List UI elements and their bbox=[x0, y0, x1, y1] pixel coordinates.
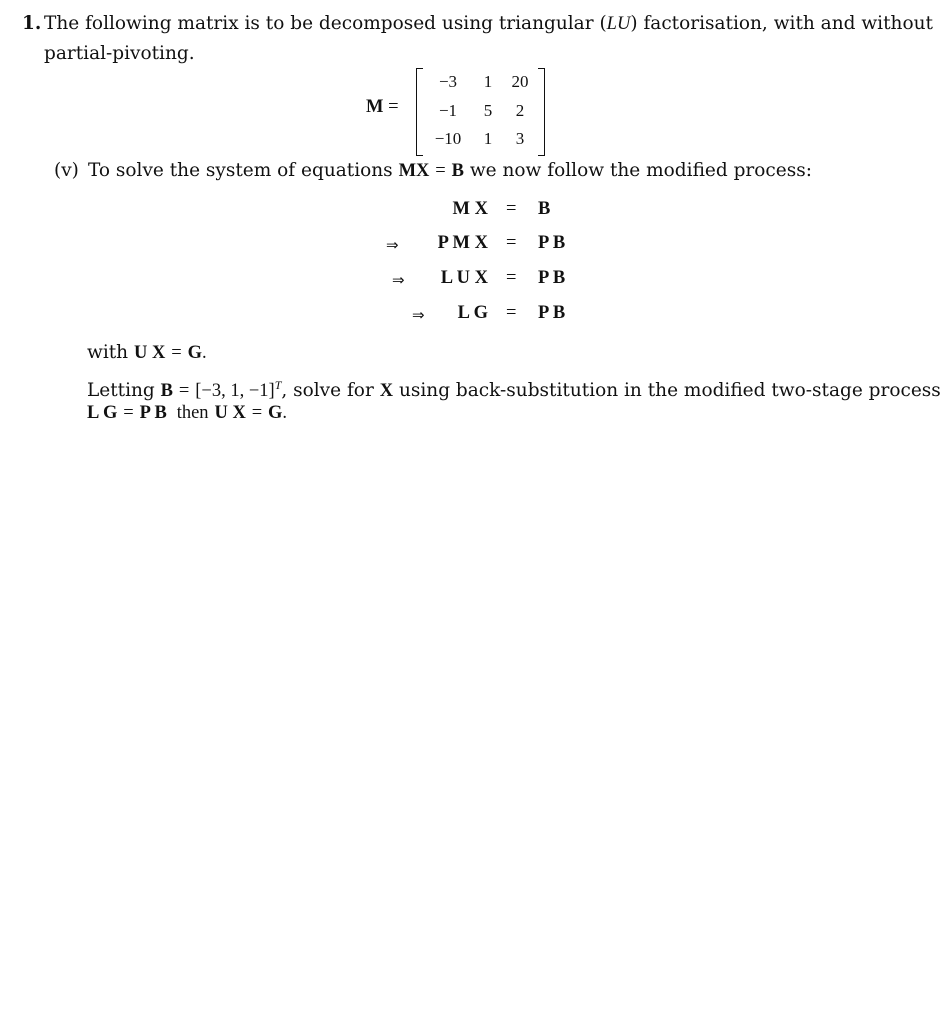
equation-1-eq: = bbox=[506, 199, 517, 219]
then-eq1: = bbox=[123, 403, 134, 423]
with-end: . bbox=[201, 343, 207, 363]
equation-4-eq: = bbox=[506, 303, 517, 323]
then-ux: U X bbox=[214, 403, 246, 423]
with-g: G bbox=[187, 343, 202, 363]
letting-x: X bbox=[379, 381, 394, 402]
part-label: (v) bbox=[54, 160, 79, 181]
part-b: B bbox=[451, 161, 464, 181]
then-line bbox=[87, 401, 287, 425]
matrix-cell-r1c2: 1 bbox=[483, 72, 493, 91]
with-eq: = bbox=[171, 343, 182, 363]
matrix-cell-r2c3: 2 bbox=[515, 101, 525, 120]
equation-2-eq: = bbox=[506, 233, 517, 253]
with-text: with bbox=[87, 342, 129, 363]
letting-end: using back-substitution in the modified two-stage process bbox=[398, 380, 941, 402]
lu-close-paren: ) bbox=[630, 13, 638, 34]
matrix-label bbox=[366, 97, 399, 118]
letting-eq: = bbox=[178, 381, 190, 402]
equation-3-rhs: P B bbox=[538, 268, 566, 288]
matrix-cell-r1c1: −3 bbox=[438, 72, 458, 91]
matrix-equals: = bbox=[388, 97, 399, 117]
then-end: . bbox=[282, 403, 288, 423]
question-text-line2: partial-pivoting. bbox=[44, 43, 195, 64]
equation-1-lhs: M X bbox=[452, 199, 488, 219]
implies-arrow-icon: ⇒ bbox=[412, 306, 425, 324]
matrix-cell-r2c2: 5 bbox=[483, 101, 493, 120]
part-text bbox=[88, 159, 812, 183]
letting-vector: [−3, 1, −1] bbox=[195, 381, 275, 402]
matrix-cell-r3c3: 3 bbox=[515, 129, 525, 148]
matrix-cell-r3c1: −10 bbox=[434, 129, 462, 148]
question-text-start: The following matrix is to be decomposed using triangular bbox=[44, 13, 594, 34]
then-lg: L G bbox=[87, 403, 118, 423]
question-number: 1. bbox=[22, 13, 42, 34]
then-pb: P B bbox=[139, 403, 167, 423]
implies-arrow-icon: ⇒ bbox=[386, 236, 399, 254]
matrix-cell-r1c3: 20 bbox=[511, 72, 529, 91]
letting-text: Letting bbox=[87, 380, 155, 402]
then-eq2: = bbox=[251, 403, 263, 423]
letting-transpose: T bbox=[274, 378, 282, 392]
question-text-line1 bbox=[44, 12, 933, 36]
equation-3-lhs: L U X bbox=[440, 268, 488, 288]
part-mx: MX bbox=[398, 161, 430, 181]
lu-open-paren: ( bbox=[599, 13, 607, 34]
with-ux: U X bbox=[134, 343, 166, 363]
equation-4-lhs: L G bbox=[457, 303, 488, 323]
question-text-end: factorisation, with and without bbox=[643, 13, 933, 34]
matrix-symbol: M bbox=[366, 97, 384, 117]
with-line bbox=[87, 341, 207, 365]
equation-4-rhs: P B bbox=[538, 303, 566, 323]
matrix-left-bracket bbox=[416, 68, 423, 156]
matrix-cell-r3c2: 1 bbox=[483, 129, 493, 148]
part-text-before: To solve the system of equations bbox=[88, 160, 393, 181]
part-eq: = bbox=[435, 161, 446, 181]
letting-mid: , solve for bbox=[281, 380, 374, 402]
equation-3-eq: = bbox=[506, 268, 517, 288]
part-text-after: we now follow the modified process: bbox=[469, 160, 812, 181]
implies-arrow-icon: ⇒ bbox=[392, 271, 405, 289]
equation-1-rhs: B bbox=[538, 199, 551, 219]
then-g: G bbox=[268, 403, 283, 423]
lu-abbreviation: LU bbox=[606, 14, 631, 34]
letting-b: B bbox=[160, 381, 174, 402]
matrix-cell-r2c1: −1 bbox=[438, 101, 458, 120]
letting-line bbox=[87, 373, 941, 403]
equation-2-lhs: P M X bbox=[437, 233, 488, 253]
then-text: then bbox=[176, 403, 209, 423]
equation-2-rhs: P B bbox=[538, 233, 566, 253]
